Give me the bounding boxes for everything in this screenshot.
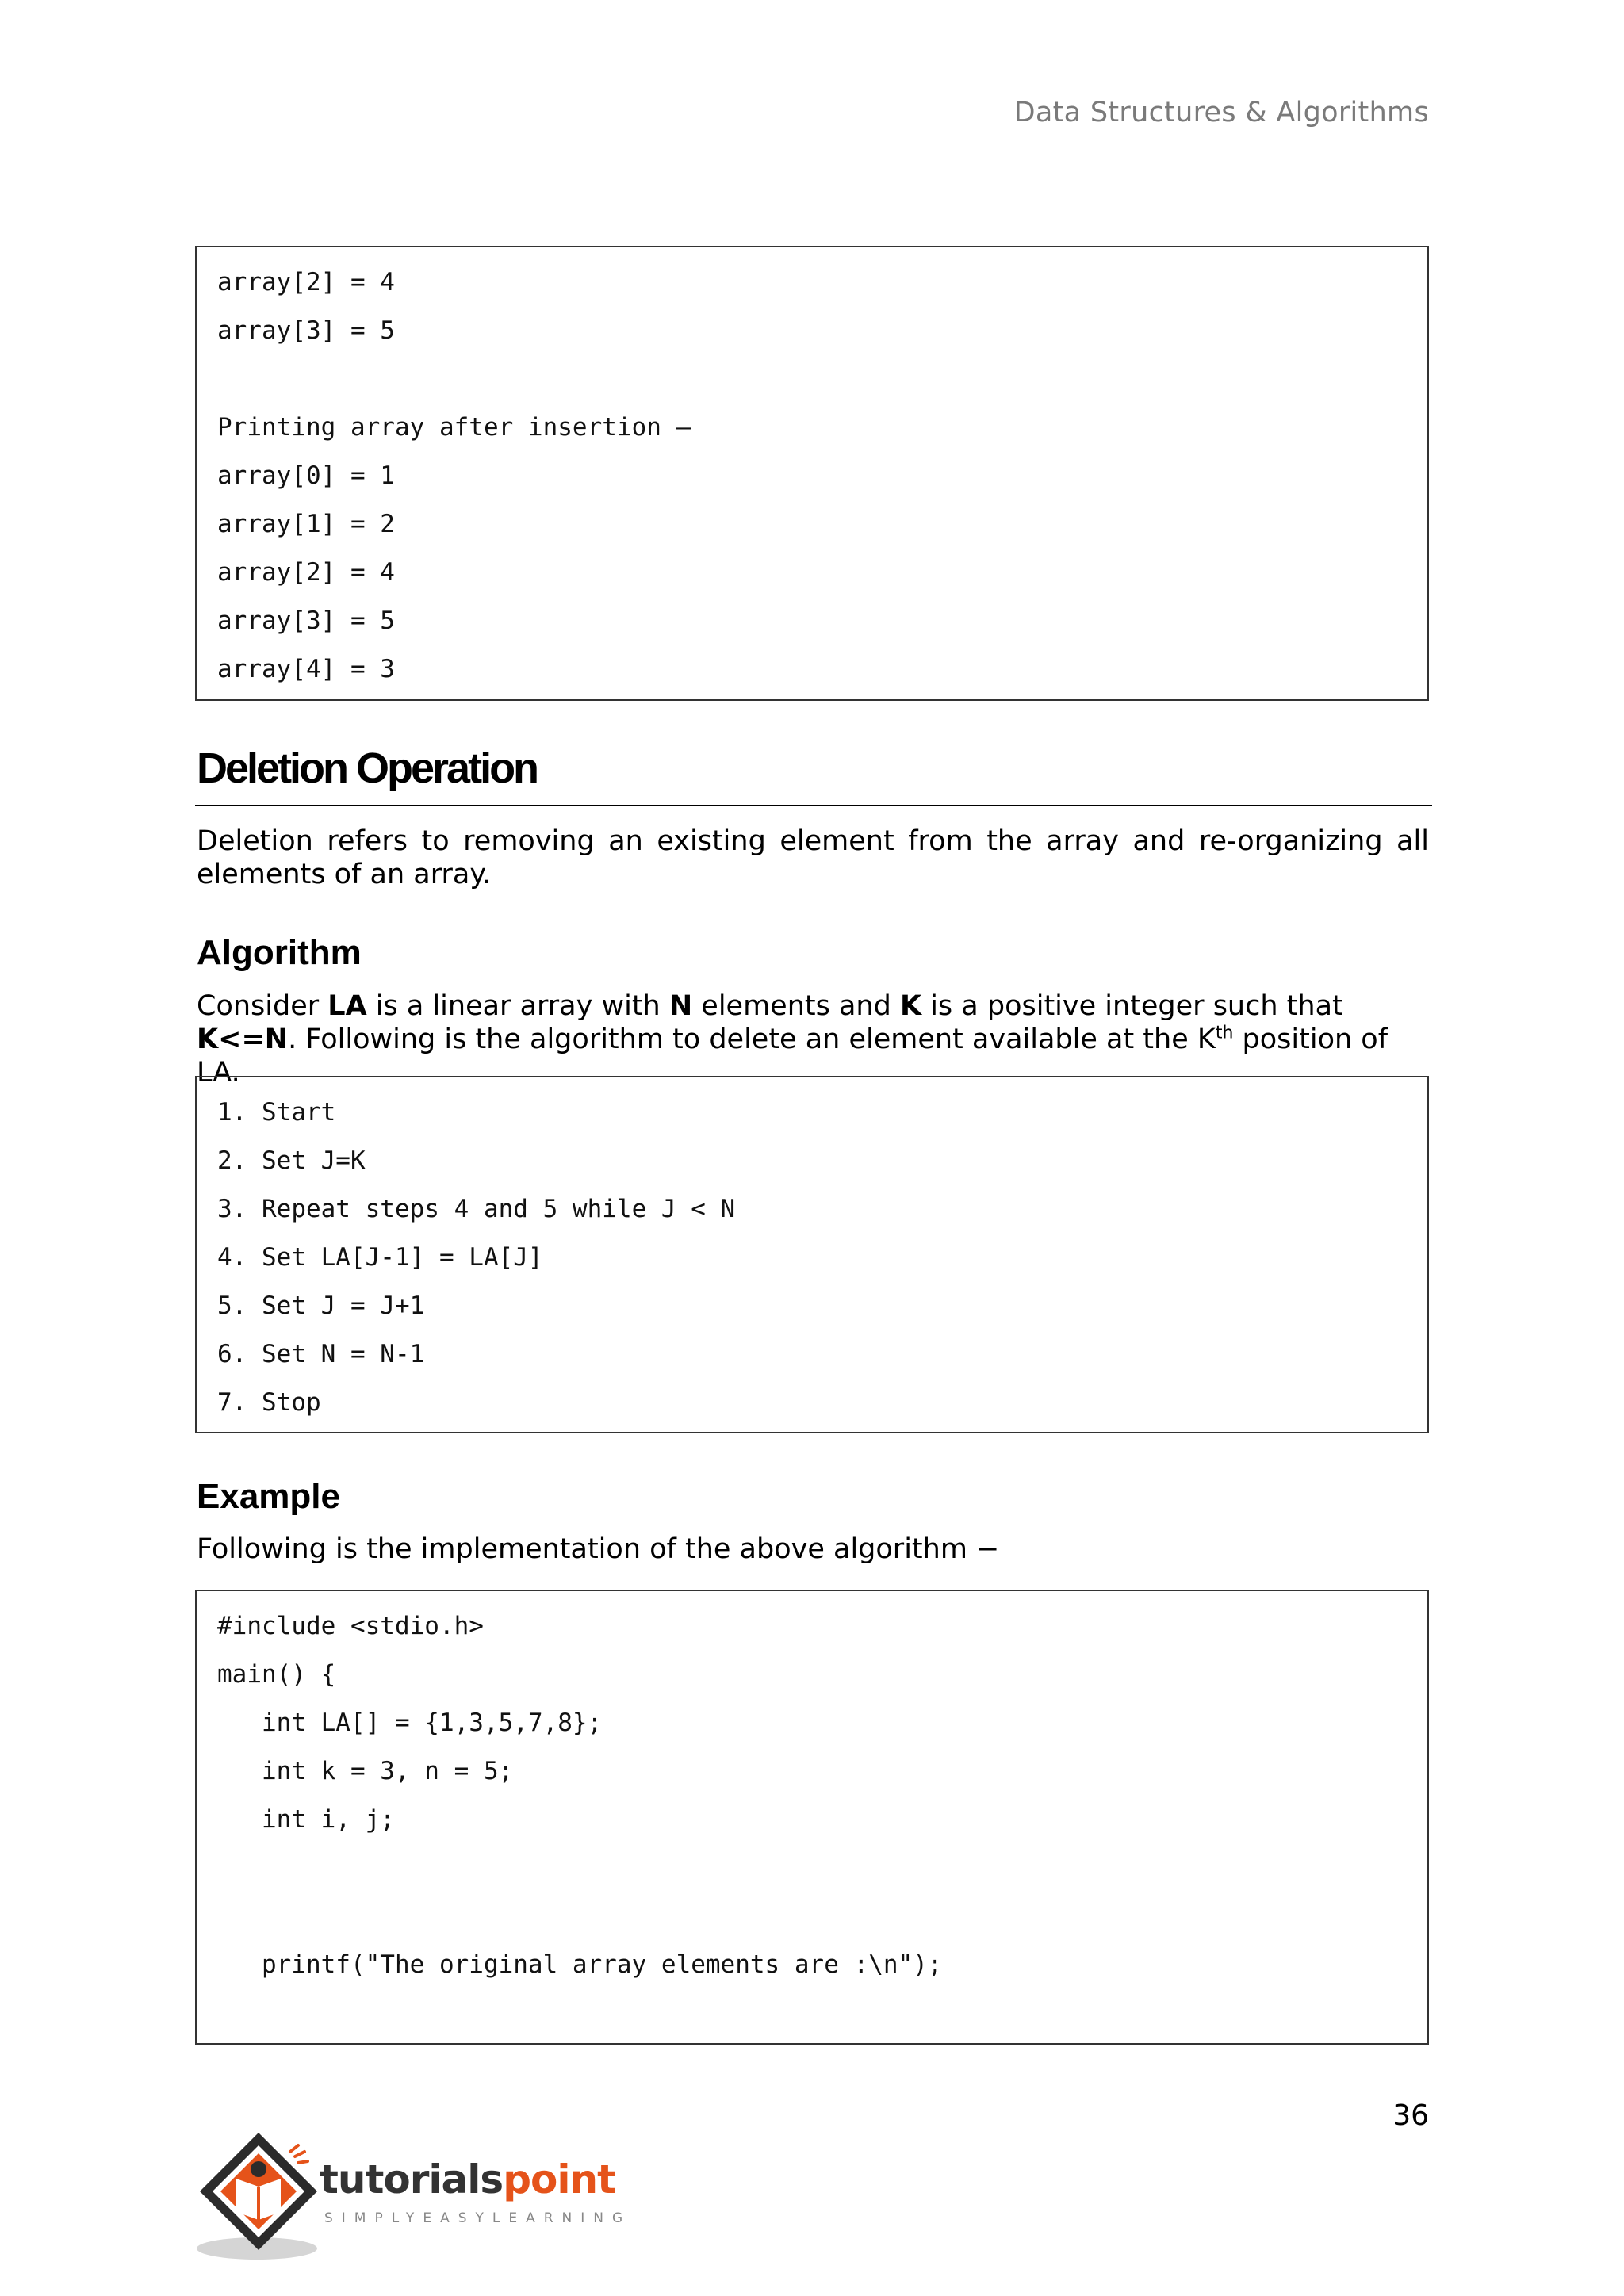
algorithm-heading: Algorithm [197,933,362,972]
algorithm-step: 1. Start [217,1098,336,1127]
desc-text: is a linear array with [366,990,669,1022]
code-line [217,1892,1427,1941]
code-line: int k = 3, n = 5; [217,1757,514,1785]
algorithm-step: 5. Set J = J+1 [217,1292,425,1320]
desc-superscript: th [1215,1023,1234,1043]
desc-bold-la: LA [327,990,367,1022]
code-line: array[4] = 3 [217,655,395,683]
running-header: Data Structures & Algorithms [1013,97,1429,128]
output-code-block [195,246,1429,701]
desc-bold-k: K [899,990,922,1022]
algorithm-steps-block [195,1076,1429,1433]
code-line: array[0] = 1 [217,461,395,490]
code-line: #include <stdio.h> [217,1612,484,1640]
example-heading: Example [197,1477,340,1516]
algorithm-step: 6. Set N = N-1 [217,1340,425,1368]
desc-text: Consider [197,990,328,1022]
tutorialspoint-logo [195,2130,639,2264]
section-intro: Deletion refers to removing an existing element from the array and re-organizing all elements of an array. [197,825,1429,890]
logo-mark-icon [195,2130,322,2264]
desc-bold-condition: K<=N [197,1024,289,1055]
logo-word-tutorials: tutorials [320,2156,504,2202]
code-line: int i, j; [217,1805,395,1834]
section-title: Deletion Operation [197,744,538,792]
desc-text: position of LA. [197,1024,1388,1089]
code-line: array[2] = 4 [217,268,395,297]
code-line [217,355,1427,404]
desc-text: is a positive integer such that [921,990,1343,1022]
algorithm-step: 4. Set LA[J-1] = LA[J] [217,1243,543,1272]
algorithm-step: 7. Stop [217,1388,321,1417]
code-line [217,1844,1427,1892]
section-title-underline [195,805,1432,806]
code-line: printf("The original array elements are :\n"); [217,1950,943,1979]
code-line: Printing array after insertion – [217,413,691,442]
code-line: array[3] = 5 [217,316,395,345]
code-line: int LA[] = {1,3,5,7,8}; [217,1709,603,1737]
example-description: Following is the implementation of the above algorithm − [197,1533,1000,1565]
page-number: 36 [1392,2099,1429,2132]
example-code-block [195,1590,1429,2045]
logo-tagline: SIMPLYEASYLEARNING [324,2210,632,2226]
algorithm-step: 3. Repeat steps 4 and 5 while J < N [217,1195,736,1223]
logo-word-point: point [503,2156,615,2202]
code-line: array[3] = 5 [217,607,395,635]
desc-bold-n: N [668,990,693,1022]
code-line: array[1] = 2 [217,510,395,538]
code-line: main() { [217,1660,336,1689]
algorithm-step: 2. Set J=K [217,1146,366,1175]
code-line: array[2] = 4 [217,558,395,587]
desc-text: elements and [692,990,900,1022]
logo-wordmark [320,2156,615,2202]
algorithm-description [197,989,1429,1089]
desc-text: . Following is the algorithm to delete an element available at the K [288,1024,1216,1055]
